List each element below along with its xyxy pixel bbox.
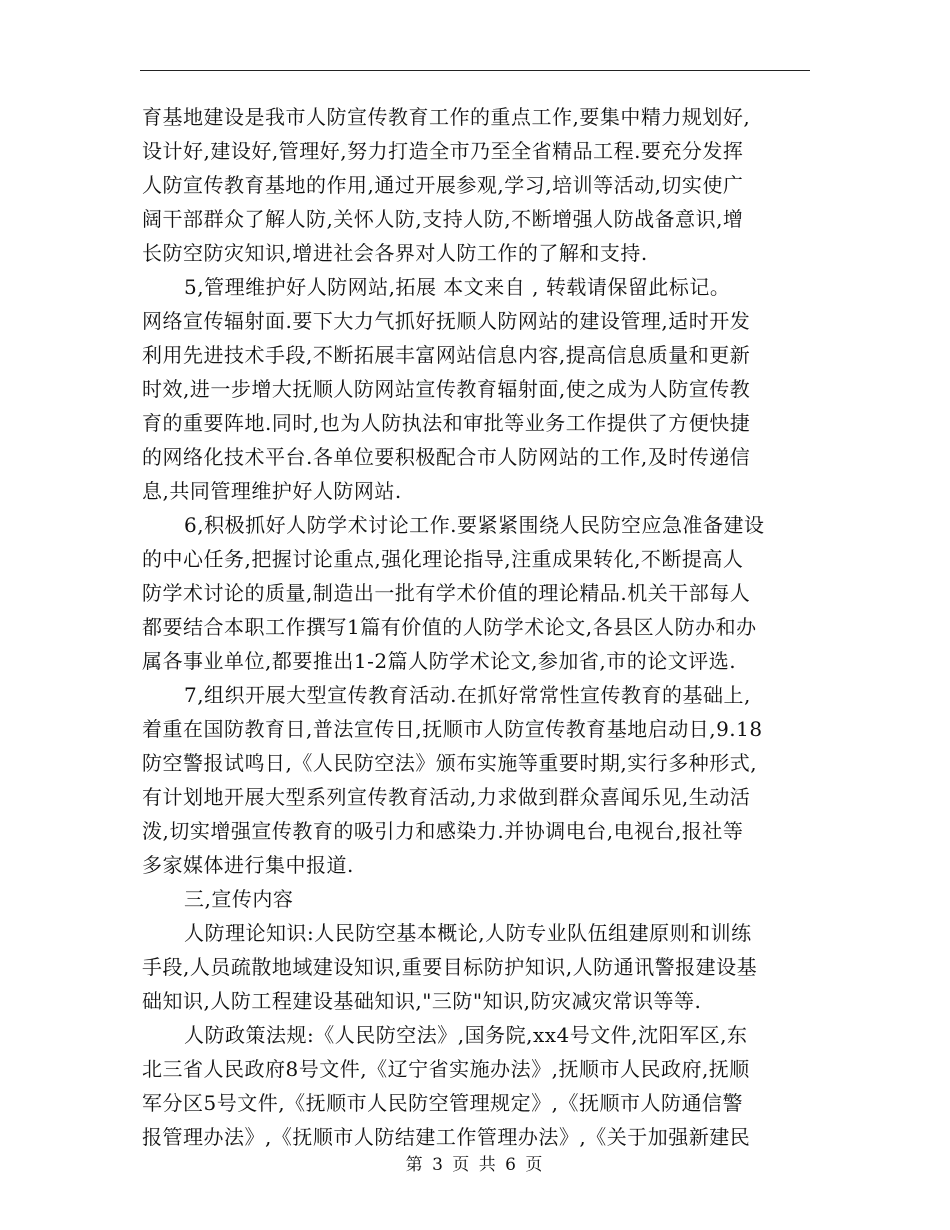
paragraph-first-line: 5,管理维护好人防网站,拓展 本文来自 , 转载请保留此标记。: [184, 275, 731, 299]
paragraph-first-line: 人防政策法规:《人民防空法》,国务院,xx4号文件,沈阳军区,东: [184, 1023, 748, 1047]
paragraph-first-line: 7,组织开展大型宣传教育活动.在抓好常常性宣传教育的基础上,: [184, 683, 751, 707]
text-line: 育的重要阵地.同时,也为人防执法和审批等业务工作提供了方便快捷: [142, 411, 751, 435]
text-line: 人防宣传教育基地的作用,通过开展参观,学习,培训等活动,切实使广: [142, 173, 744, 197]
text-line: 着重在国防教育日,普法宣传日,抚顺市人防宣传教育基地启动日,9.18: [142, 717, 763, 741]
text-line: 报管理办法》,《抚顺市人防结建工作管理办法》,《关于加强新建民: [142, 1125, 751, 1149]
text-line: 都要结合本职工作撰写1篇有价值的人防学术论文,各县区人防办和办: [142, 615, 757, 639]
text-line: 设计好,建设好,管理好,努力打造全市乃至全省精品工程.要充分发挥: [142, 139, 744, 163]
text-line: 长防空防灾知识,增进社会各界对人防工作的了解和支持.: [142, 241, 648, 265]
text-line: 北三省人民政府8号文件,《辽宁省实施办法》,抚顺市人民政府,抚顺: [142, 1057, 750, 1081]
text-line: 防学术讨论的质量,制造出一批有学术价值的理论精品.机关干部每人: [142, 581, 751, 605]
text-line: 息,共同管理维护好人防网站.: [142, 479, 402, 503]
paragraph-first-line: 三,宣传内容: [184, 887, 294, 911]
text-line: 防空警报试鸣日,《人民防空法》颁布实施等重要时期,实行多种形式,: [142, 751, 758, 775]
paragraph-first-line: 6,积极抓好人防学术讨论工作.要紧紧围绕人民防空应急准备建设: [184, 513, 765, 537]
text-line: 手段,人员疏散地域建设知识,重要目标防护知识,人防通讯警报建设基: [142, 955, 758, 979]
text-line: 利用先进技术手段,不断拓展丰富网站信息内容,提高信息质量和更新: [142, 343, 751, 367]
text-line: 时效,进一步增大抚顺人防网站宣传教育辐射面,使之成为人防宣传教: [142, 377, 751, 401]
text-line: 有计划地开展大型系列宣传教育活动,力求做到群众喜闻乐见,生动活: [142, 785, 751, 809]
text-line: 军分区5号文件,《抚顺市人民防空管理规定》,《抚顺市人防通信警: [142, 1091, 743, 1115]
text-line: 育基地建设是我市人防宣传教育工作的重点工作,要集中精力规划好,: [142, 105, 751, 129]
text-line: 础知识,人防工程建设基础知识,"三防"知识,防灾减灾常识等等.: [142, 989, 702, 1013]
document-body: [142, 100, 810, 1154]
text-line: 多家媒体进行集中报道.: [142, 853, 354, 877]
paragraph-first-line: 人防理论知识:人民防空基本概论,人防专业队伍组建原则和训练: [184, 921, 752, 945]
header-rule: [140, 70, 810, 71]
text-line: 网络宣传辐射面.要下大力气抓好抚顺人防网站的建设管理,适时开发: [142, 309, 751, 333]
text-line: 属各事业单位,都要推出1-2篇人防学术论文,参加省,市的论文评选.: [142, 649, 737, 673]
text-line: 的中心任务,把握讨论重点,强化理论指导,注重成果转化,不断提高人: [142, 547, 744, 571]
text-line: 的网络化技术平台.各单位要积极配合市人防网站的工作,及时传递信: [142, 445, 751, 469]
page-number-footer: 第 3 页 共 6 页: [405, 1155, 545, 1175]
text-line: 泼,切实增强宣传教育的吸引力和感染力.并协调电台,电视台,报社等: [142, 819, 744, 843]
text-line: 阔干部群众了解人防,关怀人防,支持人防,不断增强人防战备意识,增: [142, 207, 744, 231]
